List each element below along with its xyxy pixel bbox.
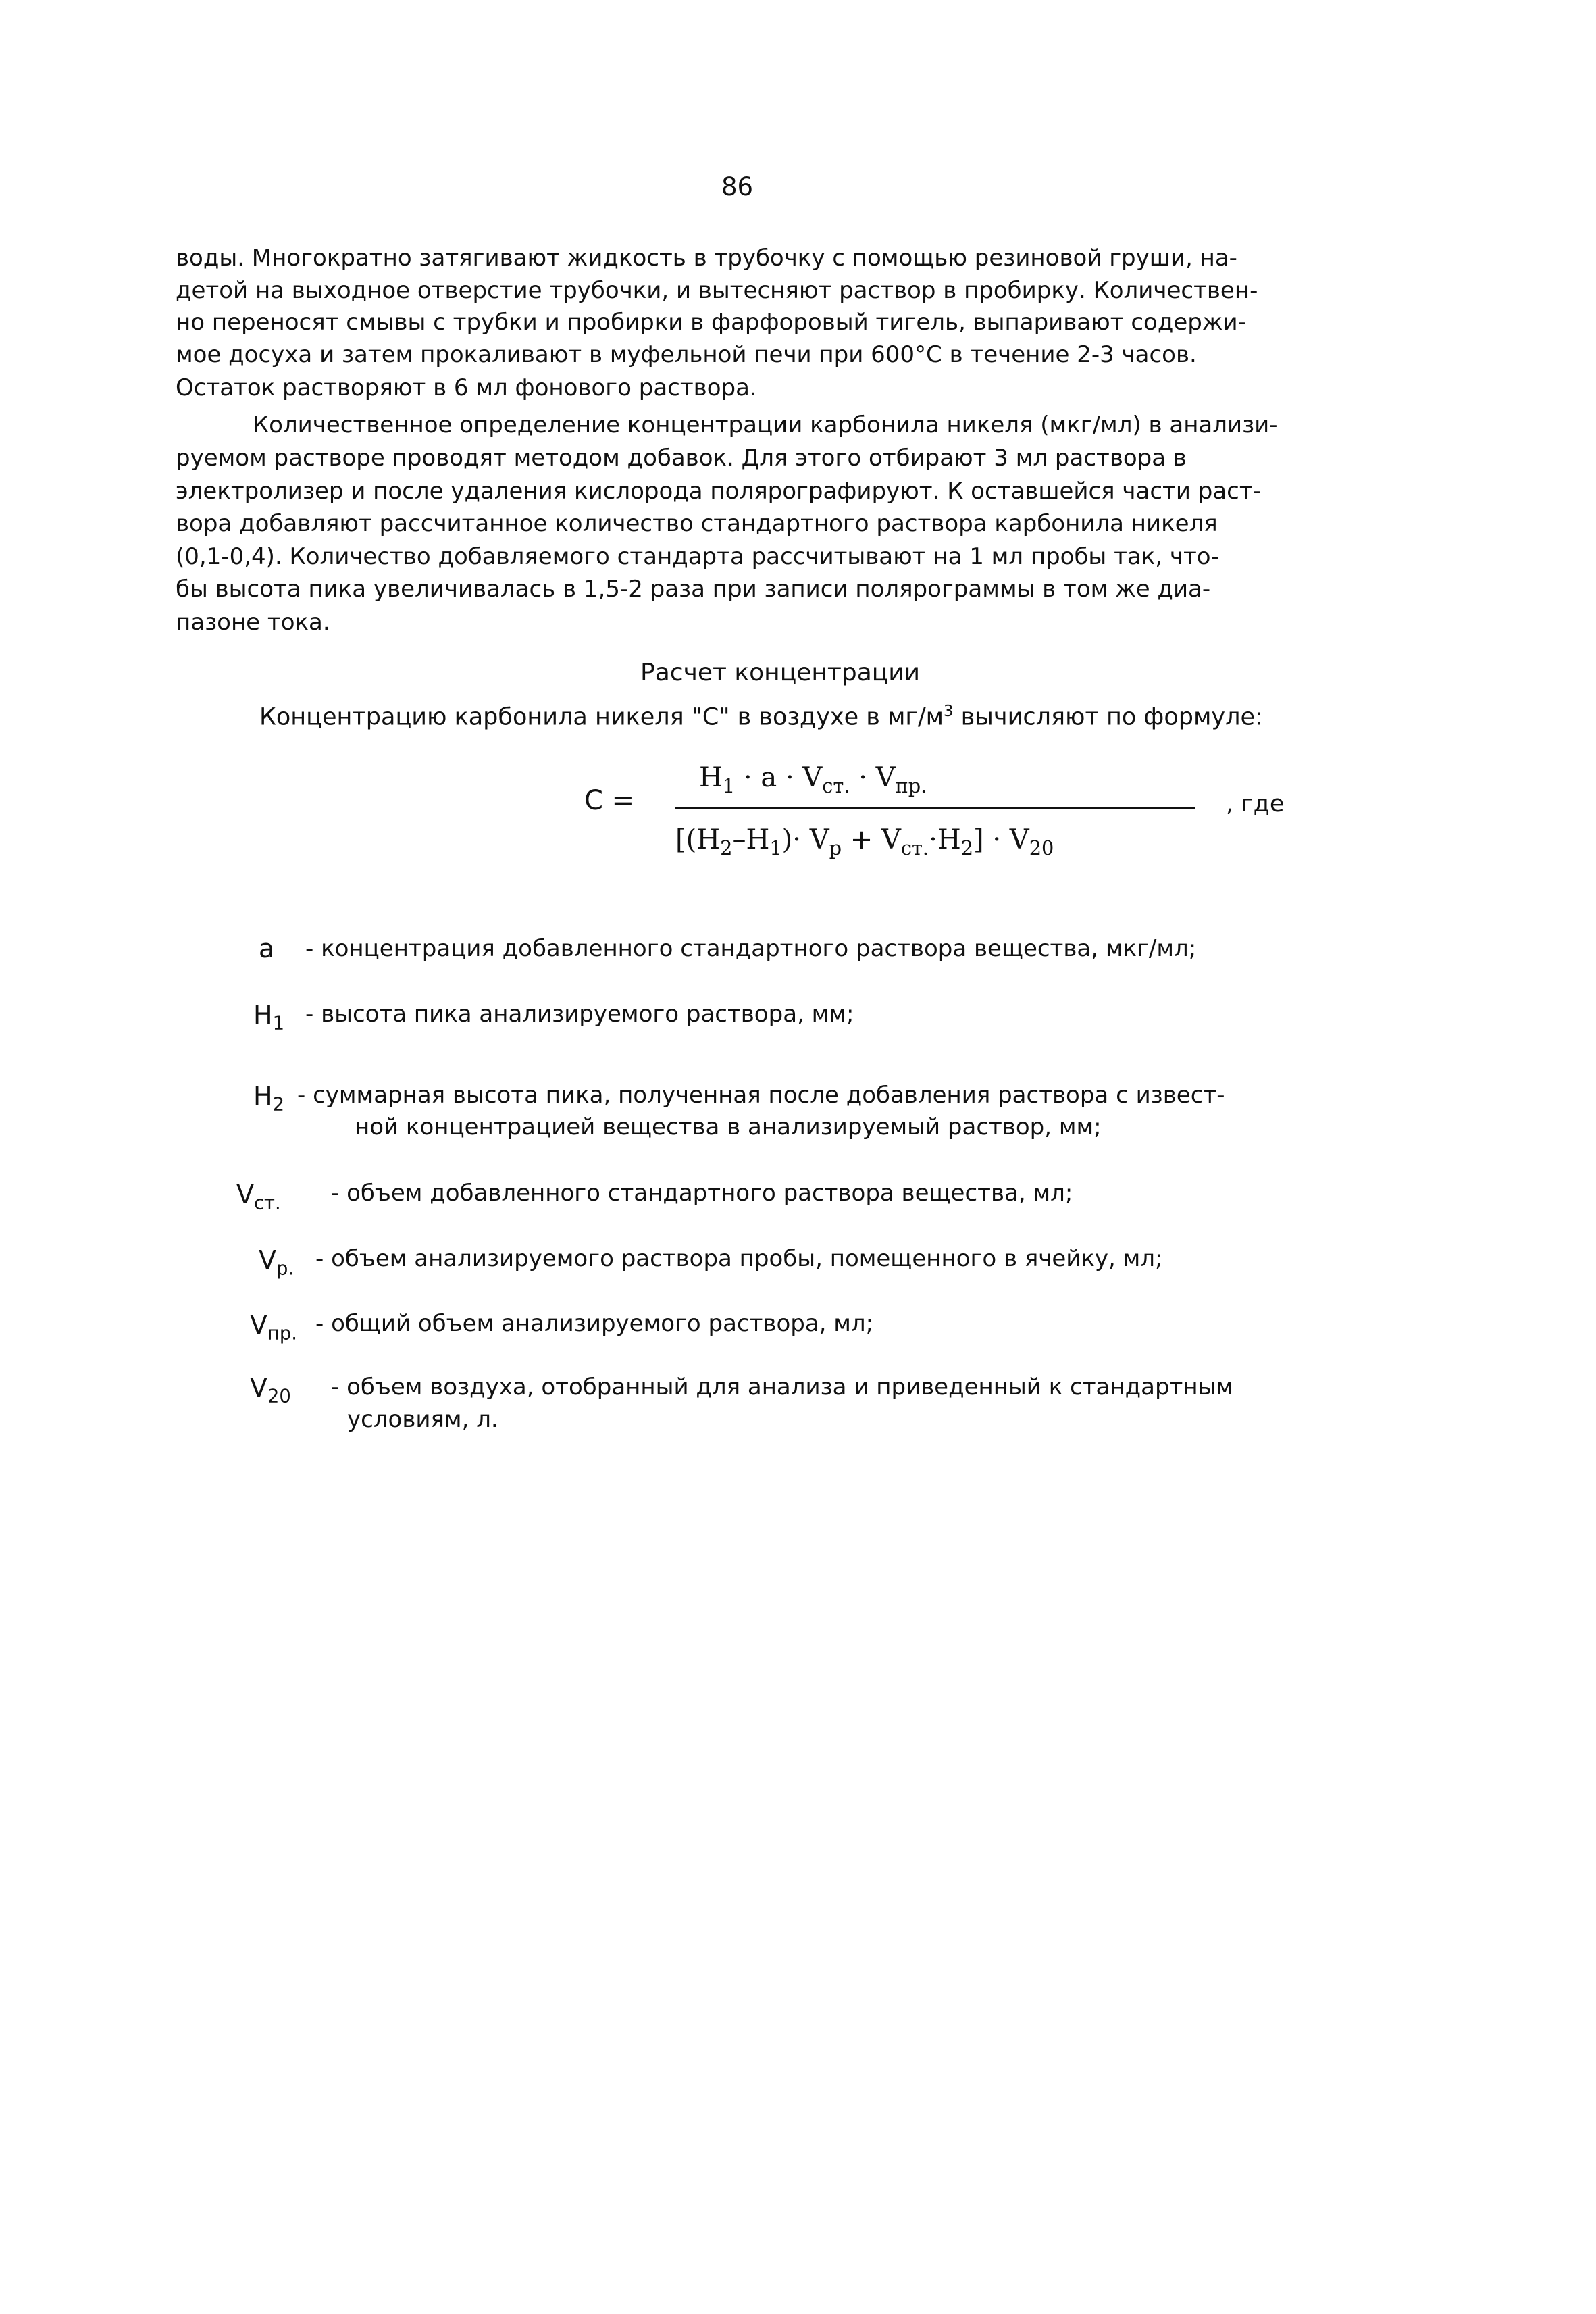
definition-symbol: $H_2$ [253, 1081, 284, 1115]
text-line: бы высота пика увеличивалась в 1,5-2 раза при записи полярограммы в том же диа- [176, 576, 1211, 603]
text-line: пазоне тока. [176, 609, 330, 636]
definition-symbol: $V_{20}$ [250, 1373, 291, 1407]
page-number: 86 [721, 172, 754, 201]
definition-text: - общий объем анализируемого раствора, мл; [315, 1310, 874, 1337]
formula-where: , где [1226, 790, 1285, 818]
text-line: воды. Многократно затягивают жидкость в трубочку с помощью резиновой груши, на- [176, 245, 1237, 272]
text-line: Количественное определение концентрации карбонила никеля (мкг/мл) в анализи- [253, 411, 1278, 438]
formula-denominator: $[(H_2-H_1)\cdot V_p + V_{ст.}\cdot H_2] \cdot V_{20}$ [675, 824, 1054, 859]
formula-numerator: $H_1 \cdot a \cdot V_{ст.} \cdot V_{пр.}$ [699, 762, 927, 797]
definition-text: - суммарная высота пика, полученная после добавления раствора с извест- [297, 1082, 1225, 1109]
fraction-bar [675, 807, 1195, 809]
text-line: руемом растворе проводят методом добавок. Для этого отбирают 3 мл раствора в [176, 445, 1187, 472]
definition-text: - концентрация добавленного стандартного раствора вещества, мкг/мл; [305, 935, 1197, 962]
definition-symbol: a [259, 934, 275, 963]
definition-symbol: $V_{пр.}$ [250, 1310, 297, 1344]
text-line: но переносят смывы с трубки и пробирки в фарфоровый тигель, выпаривают содержи- [176, 309, 1246, 336]
formula-lhs: С = [584, 785, 635, 816]
definition-text: - объем воздуха, отобранный для анализа и приведенный к стандартным [331, 1374, 1234, 1401]
definition-symbol: $H_1$ [253, 1000, 284, 1034]
text-line: (0,1-0,4). Количество добавляемого стандарта рассчитывают на 1 мл пробы так, что- [176, 543, 1219, 570]
definition-symbol: $V_{p.}$ [259, 1245, 294, 1280]
text-line: детой на выходное отверстие трубочки, и вытесняют раствор в пробирку. Количествен- [176, 277, 1258, 304]
definition-text-cont: условиям, л. [347, 1406, 498, 1433]
text-line: вора добавляют рассчитанное количество стандартного раствора карбонила никеля [176, 510, 1218, 537]
section-heading: Расчет концентрации [640, 659, 921, 686]
text-line: Остаток растворяют в 6 мл фонового раствора. [176, 374, 757, 401]
definition-text: - объем добавленного стандартного раствора вещества, мл; [331, 1180, 1073, 1207]
text-line: электролизер и после удаления кислорода полярографируют. К оставшейся части раст- [176, 478, 1261, 505]
definition-text: - объем анализируемого раствора пробы, помещенного в ячейку, мл; [315, 1245, 1163, 1272]
text-line: мое досуха и затем прокаливают в муфельной печи при 600°С в течение 2-3 часов. [176, 341, 1197, 368]
definition-symbol: $V_{ст.}$ [236, 1180, 281, 1214]
definition-text: - высота пика анализируемого раствора, мм; [305, 1001, 854, 1028]
definition-text-cont: ной концентрацией вещества в анализируемый раствор, мм; [355, 1113, 1102, 1140]
formula-intro: Концентрацию карбонила никеля "С" в воздухе в $мг/м^3$ вычисляют по формуле: [259, 703, 1263, 731]
